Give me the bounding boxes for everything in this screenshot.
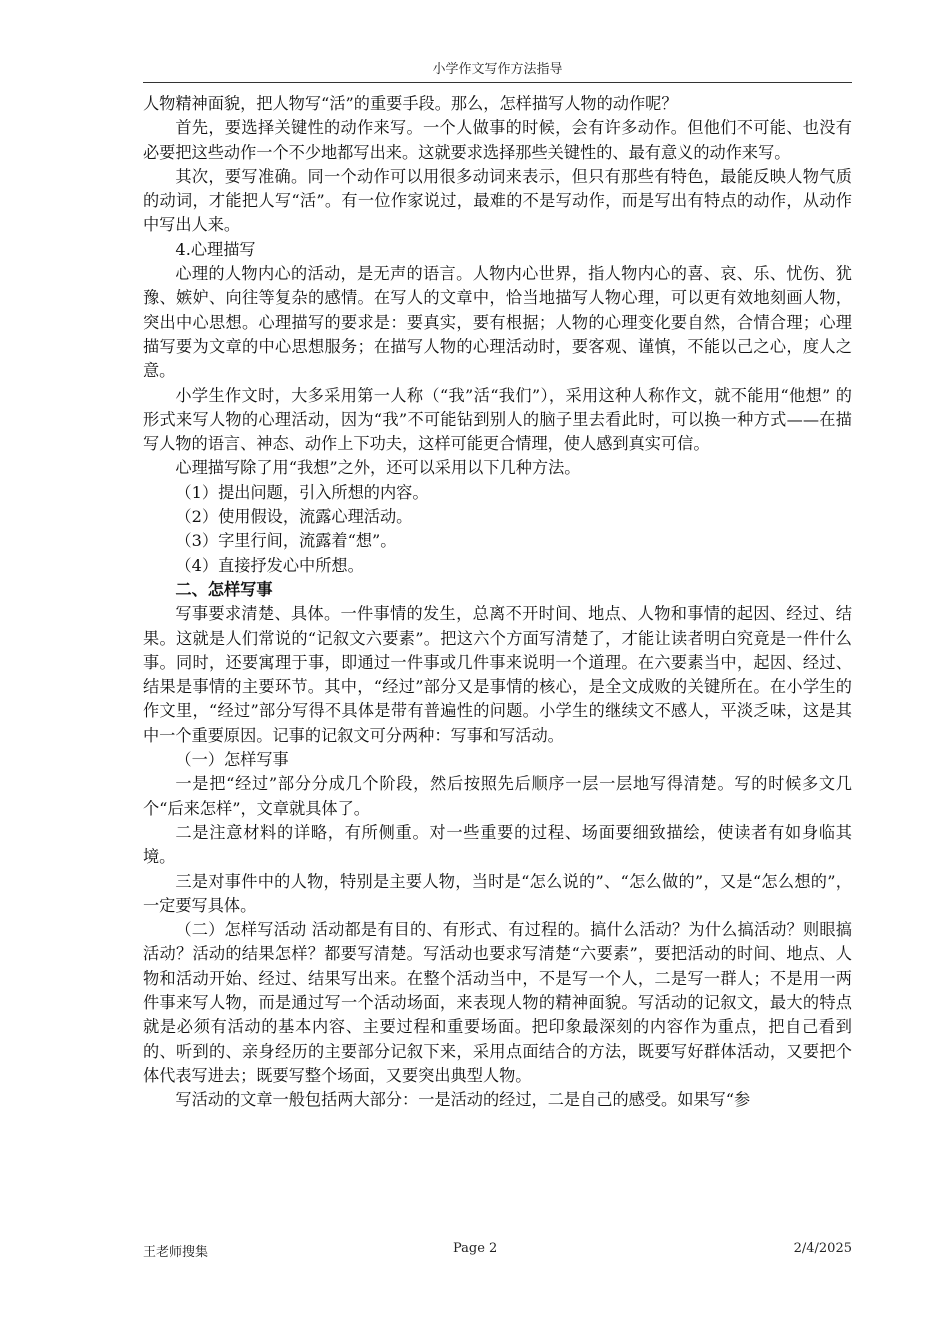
paragraph: （二）怎样写活动 活动都是有目的、有形式、有过程的。搞什么活动？为什么搞活动？则眼搞活动？活动的结果怎样？都要写清楚。写活动也要求写清楚“六要素”，要把活动的时间、地点、人物和活动开始、经过、结果写出来。在整个活动当中，不是写一个人，二是写一群人；不是用一两件事来写人物，而是通过写一个活动场面，来表现人物的精神面貌。写活动的记叙文，最大的特点就是必须有活动的基本内容、主要过程和重要场面。把印象最深刻的内容作为重点，把自己看到的、听到的、亲身经历的主要部分记叙下来，采用点面结合的方法，既要写好群体活动，又要把个体代表写进去；既要写整个场面，又要突出典型人物。 [143,920,852,1085]
paragraph: 二是注意材料的详略，有所侧重。对一些重要的过程、场面要细致描绘，使读者有如身临其境。 [143,822,852,867]
paragraph: 心理的人物内心的活动，是无声的语言。人物内心世界，指人物内心的喜、哀、乐、忧伤、犹豫、嫉妒、向往等复杂的感情。在写人的文章中，恰当地描写人物心理，可以更有效地刻画人物，突出中心思想。心理描写的要求是：要真实，要有根据；人物的心理变化要自然，合情合理；心理描写要为文章的中心思想服务；在描写人物的心理活动时，要客观、谨慎，不能以己之心，度人之意。 [143,264,852,381]
subsection-heading: 4.心理描写 [175,239,256,259]
paragraph: 写活动的文章一般包括两大部分：一是活动的经过，二是自己的感受。如果写“参 [175,1090,751,1110]
footer-date: 2/4/2025 [793,1241,852,1256]
list-item: （4）直接抒发心中所想。 [175,555,364,575]
page-header: 小学作文写作方法指导 [432,62,563,77]
header-divider [143,82,852,83]
list-item: （2）使用假设，流露心理活动。 [175,507,413,527]
footer-author: 王老师搜集 [143,1245,209,1260]
paragraph: 其次，要写准确。同一个动作可以用很多动词来表示，但只有那些有特色，最能反映人物气质的动词，才能把人写“活”。有一位作家说过，最难的不是写动作，而是写出有特点的动作，从动作中写出人来。 [143,166,852,235]
paragraph: 写事要求清楚、具体。一件事情的发生，总离不开时间、地点、人物和事情的起因、经过、结果。这就是人们常说的“记叙文六要素”。把这六个方面写清楚了，才能让读者明白究竟是一件什么事。同时，还要寓理于事，即通过一件事或几件事来说明一个道理。在六要素当中，起因、经过、结果是事情的主要环节。其中，“经过”部分又是事情的核心，是全文成败的关键所在。在小学生的作文里，“经过”部分写得不具体是带有普遍性的问题。小学生的继续文不感人，平淡乏味，这是其中一个重要原因。记事的记叙文可分两种：写事和写活动。 [143,604,852,745]
paragraph: 小学生作文时，大多采用第一人称（“我”活“我们”），采用这种人称作文，就不能用“他想” 的形式来写人物的心理活动，因为“我”不可能钻到别人的脑子里去看此时，可以换一种方式——在描写人物的语言、神态、动作上下功夫，这样可能更合情理，使人感到真实可信。 [143,385,852,454]
section-heading: 二、怎样写事 [175,579,273,599]
paragraph: 心理描写除了用“我想”之外，还可以采用以下几种方法。 [175,458,581,478]
document-body [143,92,852,1112]
paragraph-continuation: 人物精神面貌，把人物写“活”的重要手段。那么，怎样描写人物的动作呢？ [143,94,678,113]
footer-page-number: Page 2 [453,1241,498,1256]
subsection-heading: （一）怎样写事 [175,750,289,770]
paragraph: 一是把“经过”部分分成几个阶段，然后按照先后顺序一层一层地写得清楚。写的时候多文几个“后来怎样”，文章就具体了。 [143,774,852,818]
paragraph: 首先，要选择关键性的动作来写。一个人做事的时候，会有许多动作。但他们不可能、也没有必要把这些动作一个不少地都写出来。这就要求选择那些关键性的、最有意义的动作来写。 [143,118,852,162]
paragraph: 三是对事件中的人物，特别是主要人物，当时是“怎么说的”、“怎么做的”，又是“怎么想的”，一定要写具体。 [143,871,852,915]
list-item: （1）提出问题，引入所想的内容。 [175,482,429,502]
list-item: （3）字里行间，流露着“想”。 [175,531,397,551]
